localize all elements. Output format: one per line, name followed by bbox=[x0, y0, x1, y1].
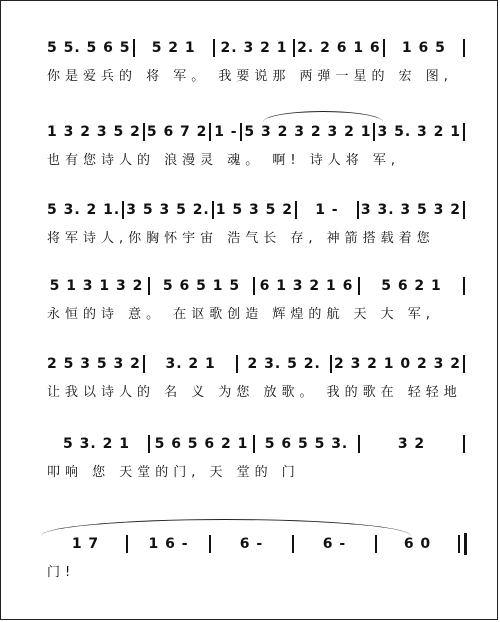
final-barline bbox=[464, 533, 467, 555]
measure: 6 1 3 2 1 6 bbox=[259, 278, 354, 294]
measure: 5 3. 2 1 bbox=[63, 436, 130, 452]
barline bbox=[209, 535, 211, 553]
measure: 5 6 7 2 bbox=[146, 124, 208, 140]
lyrics-row-6: 叩响 您 天堂的门, 天 堂的 门 bbox=[47, 465, 300, 480]
barline bbox=[143, 355, 145, 373]
barline bbox=[463, 277, 465, 295]
barline bbox=[295, 201, 297, 219]
barline bbox=[375, 535, 377, 553]
notes-row-3 bbox=[47, 197, 467, 223]
barline bbox=[148, 435, 150, 453]
barline bbox=[236, 355, 238, 373]
lyrics-row-1: 你是爱兵的 将 军。 我要说那 两弹一星的 宏 图, bbox=[47, 69, 453, 84]
lyrics-row-4: 永恒的诗 意。 在讴歌创造 辉煌的航 天 大 军, bbox=[47, 307, 435, 322]
barline bbox=[358, 435, 360, 453]
barline bbox=[458, 535, 460, 553]
measure: 3 5. 3 2 1 bbox=[377, 124, 461, 140]
barline bbox=[293, 39, 295, 57]
measure: 5 6 5 1 5 bbox=[162, 278, 241, 294]
barline bbox=[383, 39, 385, 57]
staff-row-7 bbox=[1, 531, 497, 601]
staff-row-4 bbox=[1, 273, 497, 343]
barline bbox=[253, 277, 255, 295]
measure: 6 - bbox=[239, 536, 264, 552]
measure: 5 3 2 3 2 3 2 1 bbox=[244, 124, 372, 140]
barline bbox=[143, 123, 145, 141]
barline bbox=[292, 535, 294, 553]
measure: 5 1 3 1 3 2 bbox=[49, 278, 144, 294]
barline bbox=[253, 435, 255, 453]
measure: 6 0 bbox=[403, 536, 432, 552]
measure: 5 2 1 bbox=[151, 40, 196, 56]
barline bbox=[463, 435, 465, 453]
barline bbox=[133, 39, 135, 57]
barline bbox=[463, 201, 465, 219]
barline bbox=[463, 355, 465, 373]
barline bbox=[463, 39, 465, 57]
barline bbox=[240, 123, 242, 141]
measure: 3. 2 1 bbox=[165, 356, 216, 372]
barline bbox=[330, 355, 332, 373]
barline bbox=[373, 123, 375, 141]
measure: 1 7 bbox=[71, 536, 100, 552]
notes-row-4 bbox=[47, 273, 467, 299]
notes-row-7 bbox=[47, 531, 467, 557]
notes-row-6 bbox=[47, 431, 467, 457]
measure: 1 5 3 5 2 bbox=[215, 202, 293, 218]
notes-row-2 bbox=[47, 119, 467, 145]
staff-row-3 bbox=[1, 197, 497, 267]
measure: 1 3 2 3 5 2 bbox=[47, 124, 141, 140]
staff-row-6 bbox=[1, 431, 497, 501]
lyrics-row-3: 将军诗人,你胸怀宇宙 浩气长 存, 神箭搭载着您 bbox=[47, 231, 435, 246]
measure: 5 6 5 5 3. bbox=[264, 436, 349, 452]
barline bbox=[463, 123, 465, 141]
measure: 2 3 2 1 0 2 3 2 bbox=[333, 356, 462, 372]
barline bbox=[148, 277, 150, 295]
measure: 1 - bbox=[315, 202, 339, 218]
measure: 1 - bbox=[214, 124, 238, 140]
barline bbox=[357, 201, 359, 219]
notes-row-5 bbox=[47, 351, 467, 377]
lyrics-row-2: 也有您诗人的 浪漫灵 魂。 啊! 诗人将 军, bbox=[47, 153, 401, 168]
barline bbox=[213, 39, 215, 57]
measure: 1 6 5 bbox=[401, 40, 446, 56]
measure: 5 5. 5 6 5 bbox=[47, 40, 131, 56]
measure: 6 - bbox=[322, 536, 347, 552]
measure: 3 3. 3 5 3 2 bbox=[360, 202, 461, 218]
barline bbox=[212, 201, 214, 219]
measure: 2 5 3 5 3 2 bbox=[47, 356, 141, 372]
staff-row-5 bbox=[1, 351, 497, 421]
staff-row-1 bbox=[1, 35, 497, 105]
lyrics-row-7: 门! bbox=[47, 565, 76, 580]
measure: 3 5 3 5 2. bbox=[126, 202, 210, 218]
measure: 5 6 2 1 bbox=[381, 278, 442, 294]
measure: 2. 3 2 1 bbox=[220, 40, 288, 56]
notes-row-1 bbox=[47, 35, 467, 61]
measure: 2. 2 6 1 6 bbox=[297, 40, 381, 56]
measure: 5 6 5 6 2 1 bbox=[154, 436, 249, 452]
staff-row-2 bbox=[1, 119, 497, 189]
barline bbox=[209, 123, 211, 141]
barline bbox=[358, 277, 360, 295]
measure: 2 3. 5 2. bbox=[247, 356, 321, 372]
measure: 3 2 bbox=[397, 436, 426, 452]
measure: 1 6 - bbox=[148, 536, 189, 552]
lyrics-row-5: 让我以诗人的 名 义 为您 放歌。 我的歌在 轻轻地 bbox=[47, 385, 462, 400]
barline bbox=[122, 201, 124, 219]
measure: 5 3. 2 1. bbox=[47, 202, 121, 218]
barline bbox=[126, 535, 128, 553]
